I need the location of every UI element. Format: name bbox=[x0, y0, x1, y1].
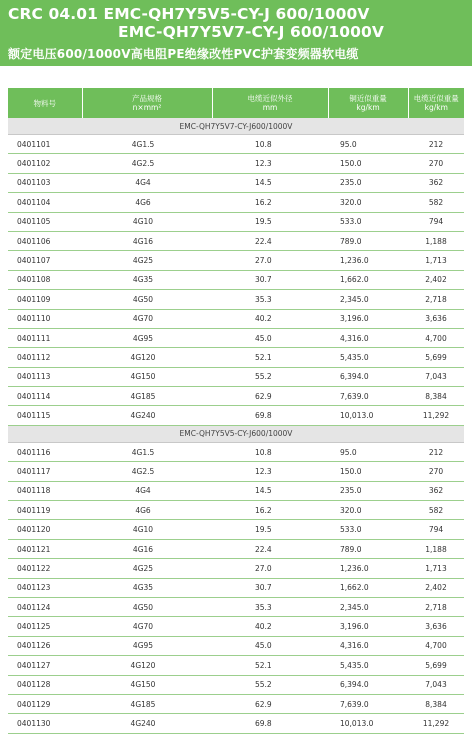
cable-weight-cell: 7,043 bbox=[408, 367, 464, 386]
material-no-cell: 0401123 bbox=[8, 578, 82, 597]
cable-weight-cell: 270 bbox=[408, 154, 464, 173]
spec-cell: 4G150 bbox=[82, 367, 212, 386]
diameter-cell: 14.5 bbox=[212, 173, 328, 192]
product-title-line1: CRC 04.01 EMC-QH7Y5V5-CY-J 600/1000V bbox=[8, 5, 370, 23]
copper-weight-cell: 789.0 bbox=[328, 231, 408, 250]
cable-weight-cell: 2,402 bbox=[408, 578, 464, 597]
material-no-cell: 0401113 bbox=[8, 367, 82, 386]
table-row bbox=[8, 193, 464, 212]
diameter-cell: 30.7 bbox=[212, 270, 328, 289]
spec-cell: 4G150 bbox=[82, 675, 212, 694]
diameter-cell: 40.2 bbox=[212, 617, 328, 636]
spec-cell: 4G70 bbox=[82, 617, 212, 636]
diameter-cell: 45.0 bbox=[212, 328, 328, 347]
diameter-cell: 19.5 bbox=[212, 212, 328, 231]
copper-weight-cell: 10,013.0 bbox=[328, 714, 408, 733]
table-row bbox=[8, 714, 464, 733]
spec-cell: 4G2.5 bbox=[82, 154, 212, 173]
material-no-cell: 0401126 bbox=[8, 636, 82, 655]
material-no-cell: 0401127 bbox=[8, 656, 82, 675]
material-no-cell: 0401106 bbox=[8, 231, 82, 250]
table-row bbox=[8, 539, 464, 558]
cable-weight-cell: 2,402 bbox=[408, 270, 464, 289]
material-no-cell: 0401122 bbox=[8, 559, 82, 578]
cable-weight-cell: 362 bbox=[408, 173, 464, 192]
cable-weight-cell: 2,718 bbox=[408, 597, 464, 616]
cable-weight-cell: 7,043 bbox=[408, 675, 464, 694]
cable-weight-cell: 8,384 bbox=[408, 694, 464, 713]
product-subtitle: 额定电压600/1000V高电阻PE绝缘改性PVC护套变频器软电缆 bbox=[8, 47, 359, 61]
table-row bbox=[8, 387, 464, 406]
material-no-cell: 0401109 bbox=[8, 290, 82, 309]
copper-weight-cell: 789.0 bbox=[328, 539, 408, 558]
diameter-cell: 14.5 bbox=[212, 481, 328, 500]
table-row bbox=[8, 348, 464, 367]
cable-weight-cell: 5,699 bbox=[408, 348, 464, 367]
spec-cell: 4G50 bbox=[82, 597, 212, 616]
table-row bbox=[8, 520, 464, 539]
table-row bbox=[8, 636, 464, 655]
cable-weight-cell: 8,384 bbox=[408, 387, 464, 406]
title-banner bbox=[0, 0, 472, 66]
material-no-cell: 0401114 bbox=[8, 387, 82, 406]
spec-cell: 4G120 bbox=[82, 348, 212, 367]
diameter-cell: 22.4 bbox=[212, 539, 328, 558]
spec-cell: 4G35 bbox=[82, 578, 212, 597]
diameter-cell: 55.2 bbox=[212, 675, 328, 694]
material-no-cell: 0401102 bbox=[8, 154, 82, 173]
copper-weight-cell: 4,316.0 bbox=[328, 328, 408, 347]
header-row bbox=[8, 88, 464, 118]
section-header-row bbox=[8, 118, 464, 135]
table-row bbox=[8, 462, 464, 481]
section-title: EMC-QH7Y5V7-CY-J600/1000V bbox=[8, 118, 464, 135]
table-row bbox=[8, 290, 464, 309]
spec-cell: 4G185 bbox=[82, 694, 212, 713]
material-no-cell: 0401125 bbox=[8, 617, 82, 636]
diameter-cell: 10.8 bbox=[212, 135, 328, 154]
material-no-cell: 0401116 bbox=[8, 442, 82, 461]
spec-cell: 4G4 bbox=[82, 481, 212, 500]
product-title-line2: EMC-QH7Y5V7-CY-J 600/1000V bbox=[118, 23, 385, 41]
diameter-cell: 35.3 bbox=[212, 597, 328, 616]
spec-cell: 4G240 bbox=[82, 714, 212, 733]
cable-weight-cell: 212 bbox=[408, 442, 464, 461]
spec-cell: 4G240 bbox=[82, 406, 212, 425]
material-no-cell: 0401117 bbox=[8, 462, 82, 481]
diameter-cell: 16.2 bbox=[212, 501, 328, 520]
spec-cell: 4G185 bbox=[82, 387, 212, 406]
diameter-cell: 62.9 bbox=[212, 387, 328, 406]
spec-cell: 4G95 bbox=[82, 636, 212, 655]
cable-weight-cell: 11,292 bbox=[408, 714, 464, 733]
section-title: EMC-QH7Y5V5-CY-J600/1000V bbox=[8, 425, 464, 442]
spec-cell: 4G6 bbox=[82, 501, 212, 520]
cable-weight-cell: 212 bbox=[408, 135, 464, 154]
col-header-copper-weight: 铜近似重量 kg/km bbox=[328, 88, 408, 118]
material-no-cell: 0401130 bbox=[8, 714, 82, 733]
spec-cell: 4G10 bbox=[82, 212, 212, 231]
diameter-cell: 27.0 bbox=[212, 251, 328, 270]
copper-weight-cell: 1,236.0 bbox=[328, 559, 408, 578]
copper-weight-cell: 95.0 bbox=[328, 135, 408, 154]
table-row bbox=[8, 367, 464, 386]
table-row bbox=[8, 578, 464, 597]
cable-weight-cell: 1,713 bbox=[408, 559, 464, 578]
copper-weight-cell: 7,639.0 bbox=[328, 387, 408, 406]
copper-weight-cell: 6,394.0 bbox=[328, 675, 408, 694]
spec-cell: 4G70 bbox=[82, 309, 212, 328]
table-row bbox=[8, 406, 464, 425]
material-no-cell: 0401128 bbox=[8, 675, 82, 694]
diameter-cell: 55.2 bbox=[212, 367, 328, 386]
section-header-row bbox=[8, 425, 464, 442]
material-no-cell: 0401110 bbox=[8, 309, 82, 328]
table-row bbox=[8, 173, 464, 192]
material-no-cell: 0401118 bbox=[8, 481, 82, 500]
cable-weight-cell: 582 bbox=[408, 501, 464, 520]
table-row bbox=[8, 694, 464, 713]
col-header-cable-weight: 电缆近似重量 kg/km bbox=[408, 88, 464, 118]
cable-weight-cell: 2,718 bbox=[408, 290, 464, 309]
diameter-cell: 16.2 bbox=[212, 193, 328, 212]
table-row bbox=[8, 597, 464, 616]
material-no-cell: 0401108 bbox=[8, 270, 82, 289]
copper-weight-cell: 95.0 bbox=[328, 442, 408, 461]
copper-weight-cell: 150.0 bbox=[328, 462, 408, 481]
diameter-cell: 22.4 bbox=[212, 231, 328, 250]
cable-weight-cell: 3,636 bbox=[408, 309, 464, 328]
material-no-cell: 0401124 bbox=[8, 597, 82, 616]
table-row bbox=[8, 675, 464, 694]
cable-weight-cell: 1,188 bbox=[408, 539, 464, 558]
material-no-cell: 0401120 bbox=[8, 520, 82, 539]
spec-cell: 4G1.5 bbox=[82, 442, 212, 461]
spec-cell: 4G50 bbox=[82, 290, 212, 309]
cable-weight-cell: 270 bbox=[408, 462, 464, 481]
spec-cell: 4G95 bbox=[82, 328, 212, 347]
diameter-cell: 45.0 bbox=[212, 636, 328, 655]
copper-weight-cell: 1,236.0 bbox=[328, 251, 408, 270]
material-no-cell: 0401104 bbox=[8, 193, 82, 212]
copper-weight-cell: 3,196.0 bbox=[328, 309, 408, 328]
copper-weight-cell: 7,639.0 bbox=[328, 694, 408, 713]
copper-weight-cell: 2,345.0 bbox=[328, 290, 408, 309]
table-row bbox=[8, 154, 464, 173]
spec-table-body bbox=[8, 118, 464, 733]
diameter-cell: 62.9 bbox=[212, 694, 328, 713]
spec-cell: 4G10 bbox=[82, 520, 212, 539]
diameter-cell: 69.8 bbox=[212, 714, 328, 733]
cable-weight-cell: 1,713 bbox=[408, 251, 464, 270]
material-no-cell: 0401103 bbox=[8, 173, 82, 192]
diameter-cell: 10.8 bbox=[212, 442, 328, 461]
material-no-cell: 0401121 bbox=[8, 539, 82, 558]
table-row bbox=[8, 328, 464, 347]
col-header-diameter: 电缆近似外径 mm bbox=[212, 88, 328, 118]
spec-cell: 4G25 bbox=[82, 559, 212, 578]
table-row bbox=[8, 231, 464, 250]
col-header-material-no: 物料号 bbox=[8, 88, 82, 118]
table-row bbox=[8, 656, 464, 675]
copper-weight-cell: 2,345.0 bbox=[328, 597, 408, 616]
material-no-cell: 0401112 bbox=[8, 348, 82, 367]
copper-weight-cell: 1,662.0 bbox=[328, 578, 408, 597]
copper-weight-cell: 1,662.0 bbox=[328, 270, 408, 289]
copper-weight-cell: 533.0 bbox=[328, 212, 408, 231]
cable-weight-cell: 5,699 bbox=[408, 656, 464, 675]
diameter-cell: 19.5 bbox=[212, 520, 328, 539]
cable-weight-cell: 794 bbox=[408, 520, 464, 539]
diameter-cell: 12.3 bbox=[212, 462, 328, 481]
copper-weight-cell: 10,013.0 bbox=[328, 406, 408, 425]
table-row bbox=[8, 481, 464, 500]
copper-weight-cell: 6,394.0 bbox=[328, 367, 408, 386]
spec-cell: 4G6 bbox=[82, 193, 212, 212]
cable-weight-cell: 794 bbox=[408, 212, 464, 231]
spec-cell: 4G1.5 bbox=[82, 135, 212, 154]
spec-cell: 4G25 bbox=[82, 251, 212, 270]
cable-weight-cell: 11,292 bbox=[408, 406, 464, 425]
table-row bbox=[8, 617, 464, 636]
diameter-cell: 27.0 bbox=[212, 559, 328, 578]
diameter-cell: 69.8 bbox=[212, 406, 328, 425]
table-row bbox=[8, 251, 464, 270]
copper-weight-cell: 235.0 bbox=[328, 481, 408, 500]
spec-cell: 4G16 bbox=[82, 231, 212, 250]
copper-weight-cell: 5,435.0 bbox=[328, 656, 408, 675]
cable-weight-cell: 4,700 bbox=[408, 328, 464, 347]
copper-weight-cell: 320.0 bbox=[328, 501, 408, 520]
material-no-cell: 0401107 bbox=[8, 251, 82, 270]
table-row bbox=[8, 212, 464, 231]
spec-cell: 4G120 bbox=[82, 656, 212, 675]
material-no-cell: 0401111 bbox=[8, 328, 82, 347]
spec-cell: 4G2.5 bbox=[82, 462, 212, 481]
diameter-cell: 30.7 bbox=[212, 578, 328, 597]
material-no-cell: 0401115 bbox=[8, 406, 82, 425]
material-no-cell: 0401105 bbox=[8, 212, 82, 231]
diameter-cell: 52.1 bbox=[212, 656, 328, 675]
material-no-cell: 0401119 bbox=[8, 501, 82, 520]
table-row bbox=[8, 270, 464, 289]
cable-weight-cell: 1,188 bbox=[408, 231, 464, 250]
cable-weight-cell: 4,700 bbox=[408, 636, 464, 655]
diameter-cell: 40.2 bbox=[212, 309, 328, 328]
copper-weight-cell: 5,435.0 bbox=[328, 348, 408, 367]
col-header-spec: 产品规格 n×mm² bbox=[82, 88, 212, 118]
cable-weight-cell: 362 bbox=[408, 481, 464, 500]
spec-table bbox=[8, 88, 464, 734]
spec-cell: 4G16 bbox=[82, 539, 212, 558]
table-row bbox=[8, 559, 464, 578]
diameter-cell: 52.1 bbox=[212, 348, 328, 367]
table-row bbox=[8, 442, 464, 461]
cable-weight-cell: 582 bbox=[408, 193, 464, 212]
copper-weight-cell: 235.0 bbox=[328, 173, 408, 192]
material-no-cell: 0401101 bbox=[8, 135, 82, 154]
table-row bbox=[8, 135, 464, 154]
copper-weight-cell: 150.0 bbox=[328, 154, 408, 173]
spec-cell: 4G4 bbox=[82, 173, 212, 192]
copper-weight-cell: 4,316.0 bbox=[328, 636, 408, 655]
diameter-cell: 35.3 bbox=[212, 290, 328, 309]
copper-weight-cell: 3,196.0 bbox=[328, 617, 408, 636]
table-row bbox=[8, 309, 464, 328]
spec-table-header bbox=[8, 88, 464, 118]
table-row bbox=[8, 501, 464, 520]
material-no-cell: 0401129 bbox=[8, 694, 82, 713]
diameter-cell: 12.3 bbox=[212, 154, 328, 173]
copper-weight-cell: 533.0 bbox=[328, 520, 408, 539]
cable-weight-cell: 3,636 bbox=[408, 617, 464, 636]
spec-cell: 4G35 bbox=[82, 270, 212, 289]
copper-weight-cell: 320.0 bbox=[328, 193, 408, 212]
